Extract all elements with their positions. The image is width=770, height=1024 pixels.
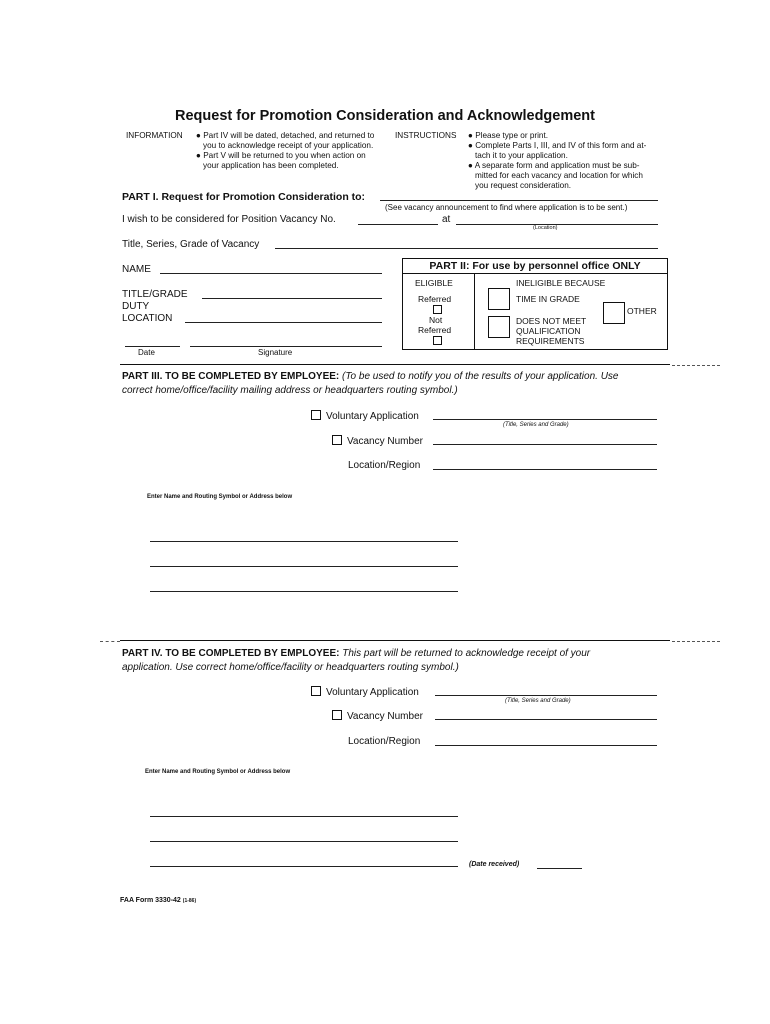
info-line: ● Part V will be returned to you when action on	[196, 151, 366, 160]
instr-line: tach it to your application.	[475, 151, 568, 160]
eligible-label: ELIGIBLE	[415, 278, 453, 288]
not-referred-label: Referred	[418, 325, 452, 335]
date-field[interactable]	[125, 346, 180, 347]
part3-heading-bold: PART III. TO BE COMPLETED BY EMPLOYEE:	[122, 371, 340, 382]
information-text	[196, 131, 374, 171]
instr-line: ● A separate form and application must be sub-	[468, 161, 640, 170]
part1-see-note: (See vacancy announcement to find where application is to be sent.)	[385, 203, 628, 212]
ineligible-label: INELIGIBLE BECAUSE	[516, 278, 606, 288]
does-not-meet-label	[516, 316, 586, 346]
instr-line: mitted for each vacancy and location for which	[475, 171, 643, 180]
signature-label: Signature	[258, 348, 293, 357]
part1-destination-field[interactable]	[380, 200, 658, 201]
part3-voluntary-field[interactable]	[433, 419, 657, 420]
part3-location-field[interactable]	[433, 469, 657, 470]
vacancy-label: I wish to be considered for Position Vacancy No.	[122, 214, 336, 225]
part4-location-field[interactable]	[435, 745, 657, 746]
part2-heading: PART II: For use by personnel office ONLY	[403, 259, 667, 274]
referred-label: Referred	[418, 294, 452, 304]
instr-line: ● Please type or print.	[468, 131, 549, 140]
vacancy-number-field[interactable]	[358, 224, 438, 225]
instr-line: ● Complete Parts I, III, and IV of this form and at-	[468, 141, 647, 150]
part3-vacancy[interactable]	[332, 435, 423, 447]
name-label: NAME	[122, 264, 151, 275]
date-received-label: (Date received)	[469, 861, 520, 868]
part3-heading	[122, 371, 619, 382]
part3-enter-name: Enter Name and Routing Symbol or Address below	[147, 494, 293, 500]
part1-heading: PART I. Request for Promotion Consideration to:	[122, 191, 366, 203]
time-in-grade-label: TIME IN GRADE	[516, 294, 580, 304]
part4-address-line-2[interactable]	[150, 841, 458, 842]
part4-vacancy[interactable]	[332, 710, 423, 722]
dnm-line: DOES NOT MEET	[516, 316, 587, 326]
part3-heading-line2: correct home/office/facility mailing address or headquarters routing symbol.)	[122, 385, 458, 396]
perforation	[672, 641, 720, 642]
vacancy-number-label: Vacancy Number	[347, 711, 423, 722]
part4-heading-line2: application. Use correct home/office/facility or headquarters routing symbol.)	[122, 662, 459, 673]
vacancy-checkbox[interactable]	[332, 435, 342, 445]
information-label: INFORMATION	[126, 131, 183, 140]
location-caption: (Location)	[533, 225, 558, 231]
date-received-field[interactable]	[537, 868, 582, 869]
date-label: Date	[138, 348, 155, 357]
at-label: at	[442, 214, 451, 225]
section-divider	[120, 640, 670, 641]
part4-address-line-1[interactable]	[150, 816, 458, 817]
vacancy-number-label: Vacancy Number	[347, 436, 423, 447]
info-line: your application has been completed.	[203, 161, 339, 170]
part4-enter-name: Enter Name and Routing Symbol or Address below	[145, 769, 291, 775]
part3-voluntary[interactable]	[311, 410, 419, 422]
voluntary-checkbox[interactable]	[311, 410, 321, 420]
part4-address-line-3[interactable]	[150, 866, 458, 867]
voluntary-label: Voluntary Application	[326, 687, 419, 698]
dnm-line: REQUIREMENTS	[516, 336, 585, 346]
section-divider	[120, 364, 670, 365]
title-grade-field[interactable]	[202, 298, 382, 299]
part4-location-region: Location/Region	[348, 736, 421, 747]
vacancy-checkbox[interactable]	[332, 710, 342, 720]
does-not-meet-checkbox[interactable]	[488, 316, 510, 338]
part3-address-line-1[interactable]	[150, 541, 458, 542]
not-referred-checkbox[interactable]	[433, 336, 442, 345]
duty-label: DUTY	[122, 301, 150, 312]
part3-heading-italic: (To be used to notify you of the results of your application. Use	[342, 371, 619, 382]
duty-location-field[interactable]	[185, 322, 382, 323]
form-number	[120, 897, 196, 904]
part4-caption: (Title, Series and Grade)	[505, 698, 571, 704]
other-checkbox[interactable]	[603, 302, 625, 324]
perforation	[100, 641, 120, 642]
part4-vacancy-field[interactable]	[435, 719, 657, 720]
voluntary-label: Voluntary Application	[326, 411, 419, 422]
name-field[interactable]	[160, 273, 382, 274]
time-in-grade-checkbox[interactable]	[488, 288, 510, 310]
location-label: LOCATION	[122, 313, 173, 324]
title-series-field[interactable]	[275, 248, 658, 249]
form-date: (1-86)	[182, 898, 197, 904]
part3-address-line-3[interactable]	[150, 591, 458, 592]
dnm-line: QUALIFICATION	[516, 326, 581, 336]
part2-divider	[474, 274, 475, 349]
title-grade-label: TITLE/GRADE	[122, 289, 188, 300]
signature-field[interactable]	[190, 346, 382, 347]
info-line: you to acknowledge receipt of your application.	[203, 141, 374, 150]
part4-heading-bold: PART IV. TO BE COMPLETED BY EMPLOYEE:	[122, 648, 340, 659]
instr-line: you request consideration.	[475, 181, 572, 190]
not-label: Not	[429, 315, 443, 325]
form-number-text: FAA Form 3330-42	[120, 897, 181, 904]
title-series-label: Title, Series, Grade of Vacancy	[122, 239, 260, 250]
page-title: Request for Promotion Consideration and Acknowledgement	[175, 108, 595, 124]
part4-heading-italic: This part will be returned to acknowledge receipt of your	[342, 648, 591, 659]
part4-voluntary-field[interactable]	[435, 695, 657, 696]
info-line: ● Part IV will be dated, detached, and returned to	[196, 131, 375, 140]
part3-vacancy-field[interactable]	[433, 444, 657, 445]
instructions-text	[468, 131, 646, 191]
voluntary-checkbox[interactable]	[311, 686, 321, 696]
perforation	[672, 365, 720, 366]
part3-caption: (Title, Series and Grade)	[503, 422, 569, 428]
instructions-label: INSTRUCTIONS	[395, 131, 457, 140]
part3-address-line-2[interactable]	[150, 566, 458, 567]
part4-voluntary[interactable]	[311, 686, 419, 698]
other-label: OTHER	[627, 306, 657, 316]
part3-location-region: Location/Region	[348, 460, 421, 471]
part4-heading	[122, 648, 590, 659]
referred-checkbox[interactable]	[433, 305, 442, 314]
